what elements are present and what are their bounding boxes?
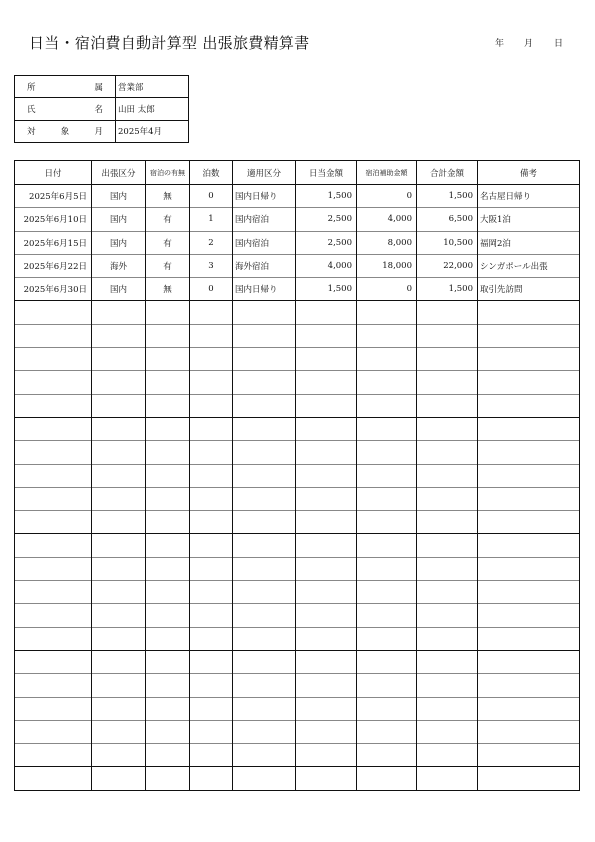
cell-nights[interactable]: 0 [190, 278, 233, 301]
cell-trip-type[interactable] [92, 394, 146, 417]
table-row [15, 534, 580, 557]
cell-nights[interactable] [190, 674, 233, 697]
cell-lodging[interactable] [146, 650, 190, 673]
cell-daily-allowance[interactable] [296, 744, 357, 767]
cell-category[interactable]: 国内宿泊 [233, 231, 296, 254]
cell-daily-allowance[interactable] [296, 697, 357, 720]
cell-nights[interactable] [190, 697, 233, 720]
col-header-lodging-allowance: 宿泊補助金額 [357, 161, 417, 185]
cell-daily-allowance[interactable]: 2,500 [296, 208, 357, 231]
month-label: 月 [524, 39, 534, 49]
col-header-date: 日付 [15, 161, 92, 185]
cell-category[interactable]: 国内日帰り [233, 278, 296, 301]
cell-date[interactable] [15, 674, 92, 697]
cell-lodging[interactable] [146, 534, 190, 557]
cell-lodging-allowance[interactable] [357, 581, 417, 604]
cell-lodging-allowance[interactable] [357, 441, 417, 464]
cell-date[interactable] [15, 581, 92, 604]
cell-lodging[interactable] [146, 464, 190, 487]
cell-notes[interactable] [478, 348, 580, 371]
cell-daily-allowance[interactable] [296, 581, 357, 604]
cell-lodging-allowance[interactable] [357, 534, 417, 557]
cell-lodging[interactable]: 無 [146, 278, 190, 301]
cell-trip-type[interactable] [92, 371, 146, 394]
cell-lodging-allowance[interactable] [357, 348, 417, 371]
cell-notes[interactable] [478, 557, 580, 580]
cell-category[interactable] [233, 650, 296, 673]
cell-total[interactable] [417, 534, 478, 557]
cell-category[interactable] [233, 627, 296, 650]
table-row [15, 278, 580, 301]
cell-trip-type[interactable] [92, 534, 146, 557]
cell-date[interactable]: 2025年6月5日 [15, 185, 92, 208]
cell-lodging[interactable] [146, 324, 190, 347]
cell-date[interactable] [15, 301, 92, 324]
cell-daily-allowance[interactable] [296, 534, 357, 557]
cell-trip-type[interactable]: 国内 [92, 278, 146, 301]
cell-total[interactable]: 6,500 [417, 208, 478, 231]
cell-date[interactable] [15, 417, 92, 440]
cell-notes[interactable] [478, 744, 580, 767]
cell-trip-type[interactable] [92, 324, 146, 347]
cell-notes[interactable] [478, 441, 580, 464]
cell-trip-type[interactable] [92, 697, 146, 720]
col-header-daily-allowance: 日当金額 [296, 161, 357, 185]
cell-notes[interactable] [478, 767, 580, 790]
cell-lodging-allowance[interactable]: 4,000 [357, 208, 417, 231]
cell-trip-type[interactable] [92, 301, 146, 324]
cell-date[interactable] [15, 487, 92, 510]
cell-lodging-allowance[interactable] [357, 674, 417, 697]
cell-notes[interactable] [478, 511, 580, 534]
cell-daily-allowance[interactable] [296, 394, 357, 417]
cell-lodging-allowance[interactable] [357, 650, 417, 673]
cell-nights[interactable]: 3 [190, 254, 233, 277]
cell-category[interactable] [233, 464, 296, 487]
cell-lodging-allowance[interactable] [357, 557, 417, 580]
department-label: 所属 [15, 76, 116, 98]
cell-daily-allowance[interactable] [296, 464, 357, 487]
cell-notes[interactable] [478, 487, 580, 510]
cell-total[interactable]: 1,500 [417, 185, 478, 208]
table-row [15, 348, 580, 371]
cell-nights[interactable] [190, 534, 233, 557]
cell-daily-allowance[interactable] [296, 324, 357, 347]
cell-lodging[interactable] [146, 487, 190, 510]
cell-notes[interactable]: 福岡2泊 [478, 231, 580, 254]
cell-lodging[interactable] [146, 557, 190, 580]
cell-nights[interactable] [190, 511, 233, 534]
table-row [15, 581, 580, 604]
cell-category[interactable] [233, 604, 296, 627]
cell-daily-allowance[interactable]: 4,000 [296, 254, 357, 277]
cell-daily-allowance[interactable] [296, 720, 357, 743]
cell-daily-allowance[interactable]: 2,500 [296, 231, 357, 254]
cell-notes[interactable] [478, 534, 580, 557]
cell-lodging[interactable] [146, 417, 190, 440]
cell-lodging[interactable] [146, 604, 190, 627]
cell-category[interactable] [233, 534, 296, 557]
cell-trip-type[interactable] [92, 650, 146, 673]
cell-lodging-allowance[interactable] [357, 604, 417, 627]
col-header-notes: 備考 [478, 161, 580, 185]
table-row [15, 697, 580, 720]
cell-trip-type[interactable] [92, 604, 146, 627]
cell-nights[interactable] [190, 720, 233, 743]
cell-daily-allowance[interactable] [296, 767, 357, 790]
cell-trip-type[interactable] [92, 464, 146, 487]
cell-lodging[interactable] [146, 627, 190, 650]
cell-nights[interactable] [190, 767, 233, 790]
cell-notes[interactable] [478, 627, 580, 650]
table-row [15, 301, 580, 324]
cell-notes[interactable]: 名古屋日帰り [478, 185, 580, 208]
table-row [15, 417, 580, 440]
table-header-row [15, 161, 580, 185]
cell-nights[interactable] [190, 581, 233, 604]
cell-daily-allowance[interactable]: 1,500 [296, 278, 357, 301]
table-row [15, 254, 580, 277]
cell-total[interactable] [417, 604, 478, 627]
table-row [15, 767, 580, 790]
cell-notes[interactable] [478, 581, 580, 604]
cell-notes[interactable]: シンガポール出張 [478, 254, 580, 277]
cell-total[interactable] [417, 744, 478, 767]
cell-trip-type[interactable] [92, 744, 146, 767]
cell-total[interactable]: 10,500 [417, 231, 478, 254]
cell-notes[interactable] [478, 674, 580, 697]
cell-date[interactable] [15, 744, 92, 767]
cell-nights[interactable] [190, 487, 233, 510]
cell-category[interactable] [233, 441, 296, 464]
cell-lodging-allowance[interactable]: 0 [357, 185, 417, 208]
cell-trip-type[interactable] [92, 557, 146, 580]
cell-total[interactable] [417, 301, 478, 324]
cell-daily-allowance[interactable] [296, 487, 357, 510]
table-row [15, 604, 580, 627]
cell-date[interactable] [15, 394, 92, 417]
cell-lodging[interactable] [146, 720, 190, 743]
cell-date[interactable] [15, 441, 92, 464]
cell-date[interactable]: 2025年6月10日 [15, 208, 92, 231]
cell-category[interactable] [233, 720, 296, 743]
cell-total[interactable] [417, 371, 478, 394]
cell-nights[interactable] [190, 371, 233, 394]
target-month-label: 対象月 [15, 120, 116, 142]
cell-trip-type[interactable] [92, 627, 146, 650]
cell-date[interactable] [15, 348, 92, 371]
cell-date[interactable] [15, 324, 92, 347]
name-value[interactable]: 山田 太郎 [116, 98, 189, 120]
cell-trip-type[interactable] [92, 511, 146, 534]
cell-lodging[interactable] [146, 371, 190, 394]
cell-date[interactable] [15, 627, 92, 650]
cell-lodging[interactable] [146, 744, 190, 767]
cell-date[interactable] [15, 464, 92, 487]
table-row [15, 441, 580, 464]
cell-lodging-allowance[interactable] [357, 394, 417, 417]
cell-daily-allowance[interactable] [296, 604, 357, 627]
table-row [15, 650, 580, 673]
cell-category[interactable] [233, 697, 296, 720]
cell-lodging[interactable] [146, 697, 190, 720]
cell-category[interactable] [233, 557, 296, 580]
info-row-department [15, 76, 189, 98]
cell-daily-allowance[interactable] [296, 441, 357, 464]
cell-daily-allowance[interactable] [296, 348, 357, 371]
cell-category[interactable] [233, 767, 296, 790]
cell-daily-allowance[interactable]: 1,500 [296, 185, 357, 208]
cell-lodging[interactable]: 有 [146, 208, 190, 231]
cell-date[interactable]: 2025年6月15日 [15, 231, 92, 254]
cell-notes[interactable] [478, 604, 580, 627]
cell-notes[interactable] [478, 301, 580, 324]
page-title: 日当・宿泊費自動計算型 出張旅費精算書 [29, 34, 310, 52]
cell-category[interactable] [233, 348, 296, 371]
cell-date[interactable] [15, 604, 92, 627]
cell-nights[interactable] [190, 557, 233, 580]
cell-lodging-allowance[interactable] [357, 487, 417, 510]
cell-lodging[interactable] [146, 511, 190, 534]
cell-daily-allowance[interactable] [296, 557, 357, 580]
cell-daily-allowance[interactable] [296, 650, 357, 673]
cell-daily-allowance[interactable] [296, 674, 357, 697]
info-row-target-month [15, 120, 189, 142]
cell-lodging-allowance[interactable] [357, 324, 417, 347]
cell-trip-type[interactable] [92, 674, 146, 697]
cell-date[interactable]: 2025年6月30日 [15, 278, 92, 301]
cell-nights[interactable]: 0 [190, 185, 233, 208]
cell-lodging[interactable]: 有 [146, 254, 190, 277]
cell-trip-type[interactable] [92, 417, 146, 440]
cell-notes[interactable] [478, 371, 580, 394]
cell-trip-type[interactable]: 海外 [92, 254, 146, 277]
table-row [15, 231, 580, 254]
target-month-value[interactable]: 2025年4月 [116, 120, 189, 142]
cell-lodging-allowance[interactable] [357, 720, 417, 743]
cell-date[interactable] [15, 511, 92, 534]
name-label: 氏名 [15, 98, 116, 120]
cell-lodging-allowance[interactable]: 18,000 [357, 254, 417, 277]
cell-trip-type[interactable] [92, 348, 146, 371]
cell-nights[interactable] [190, 301, 233, 324]
cell-nights[interactable] [190, 464, 233, 487]
table-row [15, 487, 580, 510]
cell-category[interactable] [233, 417, 296, 440]
table-row [15, 371, 580, 394]
cell-daily-allowance[interactable] [296, 417, 357, 440]
cell-total[interactable] [417, 720, 478, 743]
table-row [15, 185, 580, 208]
expense-table [14, 160, 580, 791]
col-header-nights: 泊数 [190, 161, 233, 185]
cell-notes[interactable] [478, 720, 580, 743]
cell-total[interactable] [417, 650, 478, 673]
cell-category[interactable] [233, 301, 296, 324]
cell-trip-type[interactable] [92, 720, 146, 743]
col-header-trip-type: 出張区分 [92, 161, 146, 185]
cell-date[interactable] [15, 697, 92, 720]
cell-category[interactable] [233, 371, 296, 394]
table-body [15, 185, 580, 791]
col-header-total: 合計金額 [417, 161, 478, 185]
cell-notes[interactable] [478, 464, 580, 487]
cell-trip-type[interactable]: 国内 [92, 208, 146, 231]
cell-lodging[interactable] [146, 581, 190, 604]
cell-total[interactable] [417, 324, 478, 347]
cell-total[interactable] [417, 627, 478, 650]
cell-date[interactable] [15, 767, 92, 790]
cell-lodging[interactable] [146, 394, 190, 417]
cell-lodging-allowance[interactable] [357, 417, 417, 440]
cell-date[interactable] [15, 371, 92, 394]
cell-lodging-allowance[interactable]: 8,000 [357, 231, 417, 254]
cell-nights[interactable]: 1 [190, 208, 233, 231]
cell-nights[interactable] [190, 441, 233, 464]
cell-total[interactable] [417, 674, 478, 697]
cell-date[interactable] [15, 650, 92, 673]
table-row [15, 674, 580, 697]
cell-nights[interactable] [190, 650, 233, 673]
cell-total[interactable] [417, 767, 478, 790]
cell-trip-type[interactable]: 国内 [92, 231, 146, 254]
table-row [15, 720, 580, 743]
cell-notes[interactable] [478, 324, 580, 347]
cell-total[interactable] [417, 697, 478, 720]
cell-total[interactable] [417, 394, 478, 417]
table-row [15, 208, 580, 231]
cell-nights[interactable]: 2 [190, 231, 233, 254]
cell-nights[interactable] [190, 324, 233, 347]
cell-trip-type[interactable] [92, 441, 146, 464]
cell-notes[interactable] [478, 394, 580, 417]
table-row [15, 627, 580, 650]
cell-total[interactable] [417, 487, 478, 510]
cell-daily-allowance[interactable] [296, 371, 357, 394]
table-row [15, 324, 580, 347]
cell-category[interactable]: 海外宿泊 [233, 254, 296, 277]
cell-trip-type[interactable] [92, 487, 146, 510]
cell-category[interactable] [233, 674, 296, 697]
department-value[interactable]: 営業部 [116, 76, 189, 98]
cell-trip-type[interactable] [92, 767, 146, 790]
cell-lodging[interactable]: 有 [146, 231, 190, 254]
cell-total[interactable] [417, 348, 478, 371]
cell-notes[interactable]: 取引先訪問 [478, 278, 580, 301]
cell-date[interactable] [15, 557, 92, 580]
cell-nights[interactable] [190, 417, 233, 440]
cell-nights[interactable] [190, 627, 233, 650]
cell-category[interactable] [233, 394, 296, 417]
cell-nights[interactable] [190, 394, 233, 417]
table-row [15, 464, 580, 487]
cell-date[interactable]: 2025年6月22日 [15, 254, 92, 277]
cell-notes[interactable] [478, 417, 580, 440]
cell-notes[interactable] [478, 697, 580, 720]
table-row [15, 394, 580, 417]
cell-lodging[interactable] [146, 301, 190, 324]
table-row [15, 557, 580, 580]
info-row-name [15, 98, 189, 120]
info-table [14, 75, 189, 143]
cell-category[interactable] [233, 324, 296, 347]
cell-lodging-allowance[interactable] [357, 627, 417, 650]
cell-lodging-allowance[interactable] [357, 697, 417, 720]
cell-total[interactable] [417, 511, 478, 534]
cell-category[interactable]: 国内日帰り [233, 185, 296, 208]
day-label: 日 [554, 39, 564, 49]
cell-daily-allowance[interactable] [296, 627, 357, 650]
cell-notes[interactable] [478, 650, 580, 673]
cell-trip-type[interactable]: 国内 [92, 185, 146, 208]
cell-notes[interactable]: 大阪1泊 [478, 208, 580, 231]
cell-lodging-allowance[interactable]: 0 [357, 278, 417, 301]
cell-total[interactable]: 22,000 [417, 254, 478, 277]
cell-category[interactable] [233, 581, 296, 604]
cell-total[interactable] [417, 557, 478, 580]
table-row [15, 511, 580, 534]
cell-lodging-allowance[interactable] [357, 511, 417, 534]
cell-category[interactable]: 国内宿泊 [233, 208, 296, 231]
cell-lodging-allowance[interactable] [357, 371, 417, 394]
col-header-category: 適用区分 [233, 161, 296, 185]
col-header-lodging: 宿泊の有無 [146, 161, 190, 185]
cell-category[interactable] [233, 744, 296, 767]
cell-category[interactable] [233, 511, 296, 534]
cell-nights[interactable] [190, 604, 233, 627]
cell-lodging-allowance[interactable] [357, 744, 417, 767]
table-row [15, 744, 580, 767]
year-label: 年 [495, 39, 505, 49]
cell-lodging[interactable] [146, 441, 190, 464]
cell-lodging-allowance[interactable] [357, 301, 417, 324]
cell-total[interactable] [417, 417, 478, 440]
cell-trip-type[interactable] [92, 581, 146, 604]
cell-date[interactable] [15, 534, 92, 557]
cell-nights[interactable] [190, 348, 233, 371]
cell-category[interactable] [233, 487, 296, 510]
cell-lodging-allowance[interactable] [357, 767, 417, 790]
cell-nights[interactable] [190, 744, 233, 767]
cell-total[interactable] [417, 464, 478, 487]
cell-lodging-allowance[interactable] [357, 464, 417, 487]
cell-total[interactable]: 1,500 [417, 278, 478, 301]
cell-daily-allowance[interactable] [296, 511, 357, 534]
cell-lodging[interactable] [146, 348, 190, 371]
cell-date[interactable] [15, 720, 92, 743]
cell-daily-allowance[interactable] [296, 301, 357, 324]
cell-total[interactable] [417, 581, 478, 604]
cell-total[interactable] [417, 441, 478, 464]
cell-lodging[interactable] [146, 674, 190, 697]
cell-lodging[interactable] [146, 767, 190, 790]
cell-lodging[interactable]: 無 [146, 185, 190, 208]
